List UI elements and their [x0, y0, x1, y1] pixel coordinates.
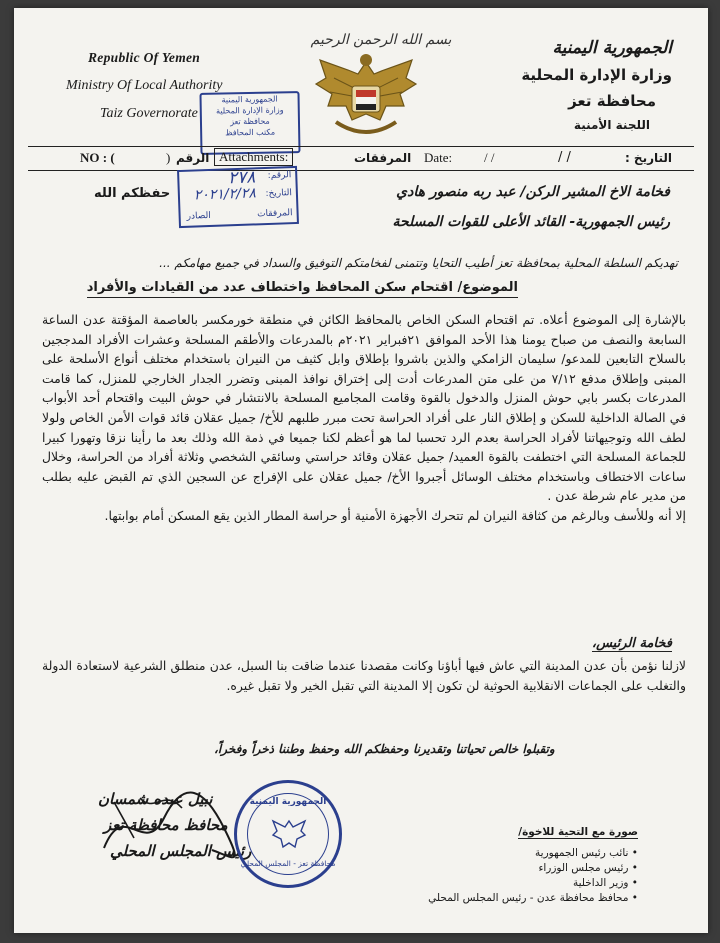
- header-en-republic: Republic Of Yemen: [88, 50, 201, 65]
- signature-title-council: رئيس المجلس المحلي: [110, 842, 252, 860]
- stamp-line: مكتب المحافظ: [225, 127, 276, 138]
- cc-item: • نائب رئيس الجمهورية: [378, 846, 638, 861]
- body-paragraph: بالإشارة إلى الموضوع أعلاه. تم اقتحام السكن الخاص بالمحافظ الكائن في منطقة خورمكسر بالعاصمة المؤقتة عدن الساعة السابعة والنصف من صباح يومنا هذا الأحد الموافق ٢١فبراير ٢٠٢١م بالمدرعات والأطقم المسلحة وعشرات الأفراد المدججين بالسلاح التابعين للمدعو/ سليمان الزامكي والذين باشروا بإطلاق وابل كثيف من النيران باستخدام مختلف أنواع الأسلحة على المبنى وإطلاق مدفع ٧/١٢ من على متن المدرعات أدت إلى إختراق نوافذ المبنى وتضرر الجدار الخارجي للمنزل، كما قامت المدرعات بكسر بابي حوش المنزل والدخول بالقوة وقامت المجاميع المسلحة بالانتشار في حوش البيت واقتحام أحد الأبواب في الصالة الداخلية للسكن و إطلاق النار على أفراد الحراسة تحت مبرر طلبهم للأخ/ جميل عقلان قائد قوات الأمن الخاص ولولا لطف الله وتوجيهاتنا لأفراد الحراسة بعدم الرد تحسبا لما هو أعظم لكنا جميعا في ذمة الله وذلك بعد ما رأينا نزقا وتهورا كبيرا للجماعة المسلحة التي اختطفت بالقوة العميد/ جميل عقلان وقائد حراستي وسائقي الشخصي وثلاثة أفراد من الحراسة، وخلال ساعات الاختطاف وباستخدام مختلف الوسائل أجبروا الأخ/ جميل عقلان على الإفراج عن السجين الذي تم القبض عليه بطلب من مدير عام شرطة عدن .: [42, 312, 686, 504]
- regards-line: وتقبلوا خالص تحياتنا وتقديرنا وحفظكم الله وحفظ وطننا ذخراً وفخراً،: [214, 742, 555, 756]
- letter-closing: [42, 656, 686, 695]
- outgoing-number-stamp: [177, 166, 299, 228]
- closing-heading: فخامة الرئيس،: [591, 636, 672, 651]
- stamp-line: وزارة الإدارة المحلية: [215, 105, 284, 116]
- greeting-line: تهديكم السلطة المحلية بمحافظة تعز أطيب التحايا وتتمنى لفخامتكم التوفيق والسداد في جميع مهامكم ...: [159, 256, 678, 270]
- stamp-number-label: الرقم:: [267, 170, 292, 181]
- cc-item: • وزير الداخلية: [378, 876, 638, 891]
- governor-round-stamp: [234, 780, 342, 888]
- header-rule-bottom: [28, 170, 694, 171]
- body-paragraph: لازلنا نؤمن بأن عدن المدينة التي عاش فيها أباؤنا وكانت مقصدنا عندما ضاقت بنا السبل، عدن منطلق الشرعية لاستعادة الدولة والتغلب على الجماعات الانقلابية الحوثية لن تكون إلا المدينة التي تقبل الخير ولا تقبل غيره.: [42, 658, 686, 693]
- handwritten-signature: [94, 778, 244, 868]
- eagle-emblem-icon: [271, 817, 307, 851]
- body-paragraph: إلا أنه وللأسف وبالرغم من كثافة النيران لم تتحرك الأجهزة الأمنية أو حراسة المطار الذين يقع المسكن أمام بوابتها.: [104, 507, 686, 523]
- header-en-ministry: Ministry Of Local Authority: [66, 78, 223, 93]
- header-date-ar-slashes: / /: [558, 150, 571, 165]
- addressee-title: رئيس الجمهورية- القائد الأعلى للقوات المسلحة: [392, 214, 670, 230]
- stamp-top-text: الجمهورية اليمنية: [249, 797, 327, 807]
- header-date-en: Date:: [424, 150, 453, 165]
- header-attachments-ar: المرفقات: [354, 151, 412, 165]
- cc-item: • محافظ محافظة عدن - رئيس المجلس المحلي: [378, 891, 638, 906]
- signature-name: نبيل عبده شمسان: [98, 790, 213, 808]
- header-ar-republic: الجمهورية اليمنية: [552, 38, 672, 58]
- cc-list: [378, 846, 638, 906]
- signature-title-governor: محافظ محافظة تعز: [104, 816, 228, 834]
- stamp-line: الجمهورية اليمنية: [221, 94, 278, 105]
- header-en-governorate: Taiz Governorate: [100, 106, 198, 121]
- header-rule-top: [28, 146, 694, 147]
- header-no-label: NO : (: [80, 150, 115, 165]
- header-number-ar: الرقم: [176, 151, 210, 165]
- header-no-close: ): [166, 150, 171, 165]
- header-ar-ministry: وزارة الإدارة المحلية: [521, 66, 672, 84]
- salutation: حفظكم الله: [94, 186, 171, 201]
- stamp-date-value: ٢٠٢١/٢/٢٨: [193, 185, 257, 204]
- cc-item: • رئيس مجلس الوزراء: [378, 861, 638, 876]
- cc-heading: صورة مع التحية للاخوة/: [518, 826, 638, 838]
- letter-page: [14, 8, 708, 933]
- basmala: بسم الله الرحمن الرحيم: [310, 32, 452, 48]
- subject-line: الموضوع/ اقتحام سكن المحافظ واختطاف عدد من القيادات والأفراد: [87, 280, 518, 298]
- header-ar-governorate: محافظة تعز: [568, 92, 656, 110]
- stamp-outgoing-label: الصادر: [186, 210, 211, 222]
- addressee-name: فخامة الاخ المشير الركن/ عبد ربه منصور هادي: [396, 184, 670, 200]
- header-ar-committee: اللجنة الأمنية: [573, 118, 650, 132]
- letter-body: [42, 310, 686, 526]
- header-attachments-en: Attachments:: [214, 148, 293, 166]
- stamp-ring-text: محافظة تعز - المجلس المحلي: [240, 859, 336, 868]
- stamp-date-label: التاريخ:: [265, 188, 293, 200]
- header-date-slashes: / /: [484, 150, 495, 165]
- eagle-emblem-icon: [314, 48, 418, 148]
- stamp-attachments-label: المرفقات: [256, 208, 293, 220]
- header-date-ar: التاريخ :: [624, 151, 672, 165]
- stamp-line: محافظة تعز: [230, 116, 270, 127]
- stamp-number-value: ٢٧٨: [227, 167, 256, 189]
